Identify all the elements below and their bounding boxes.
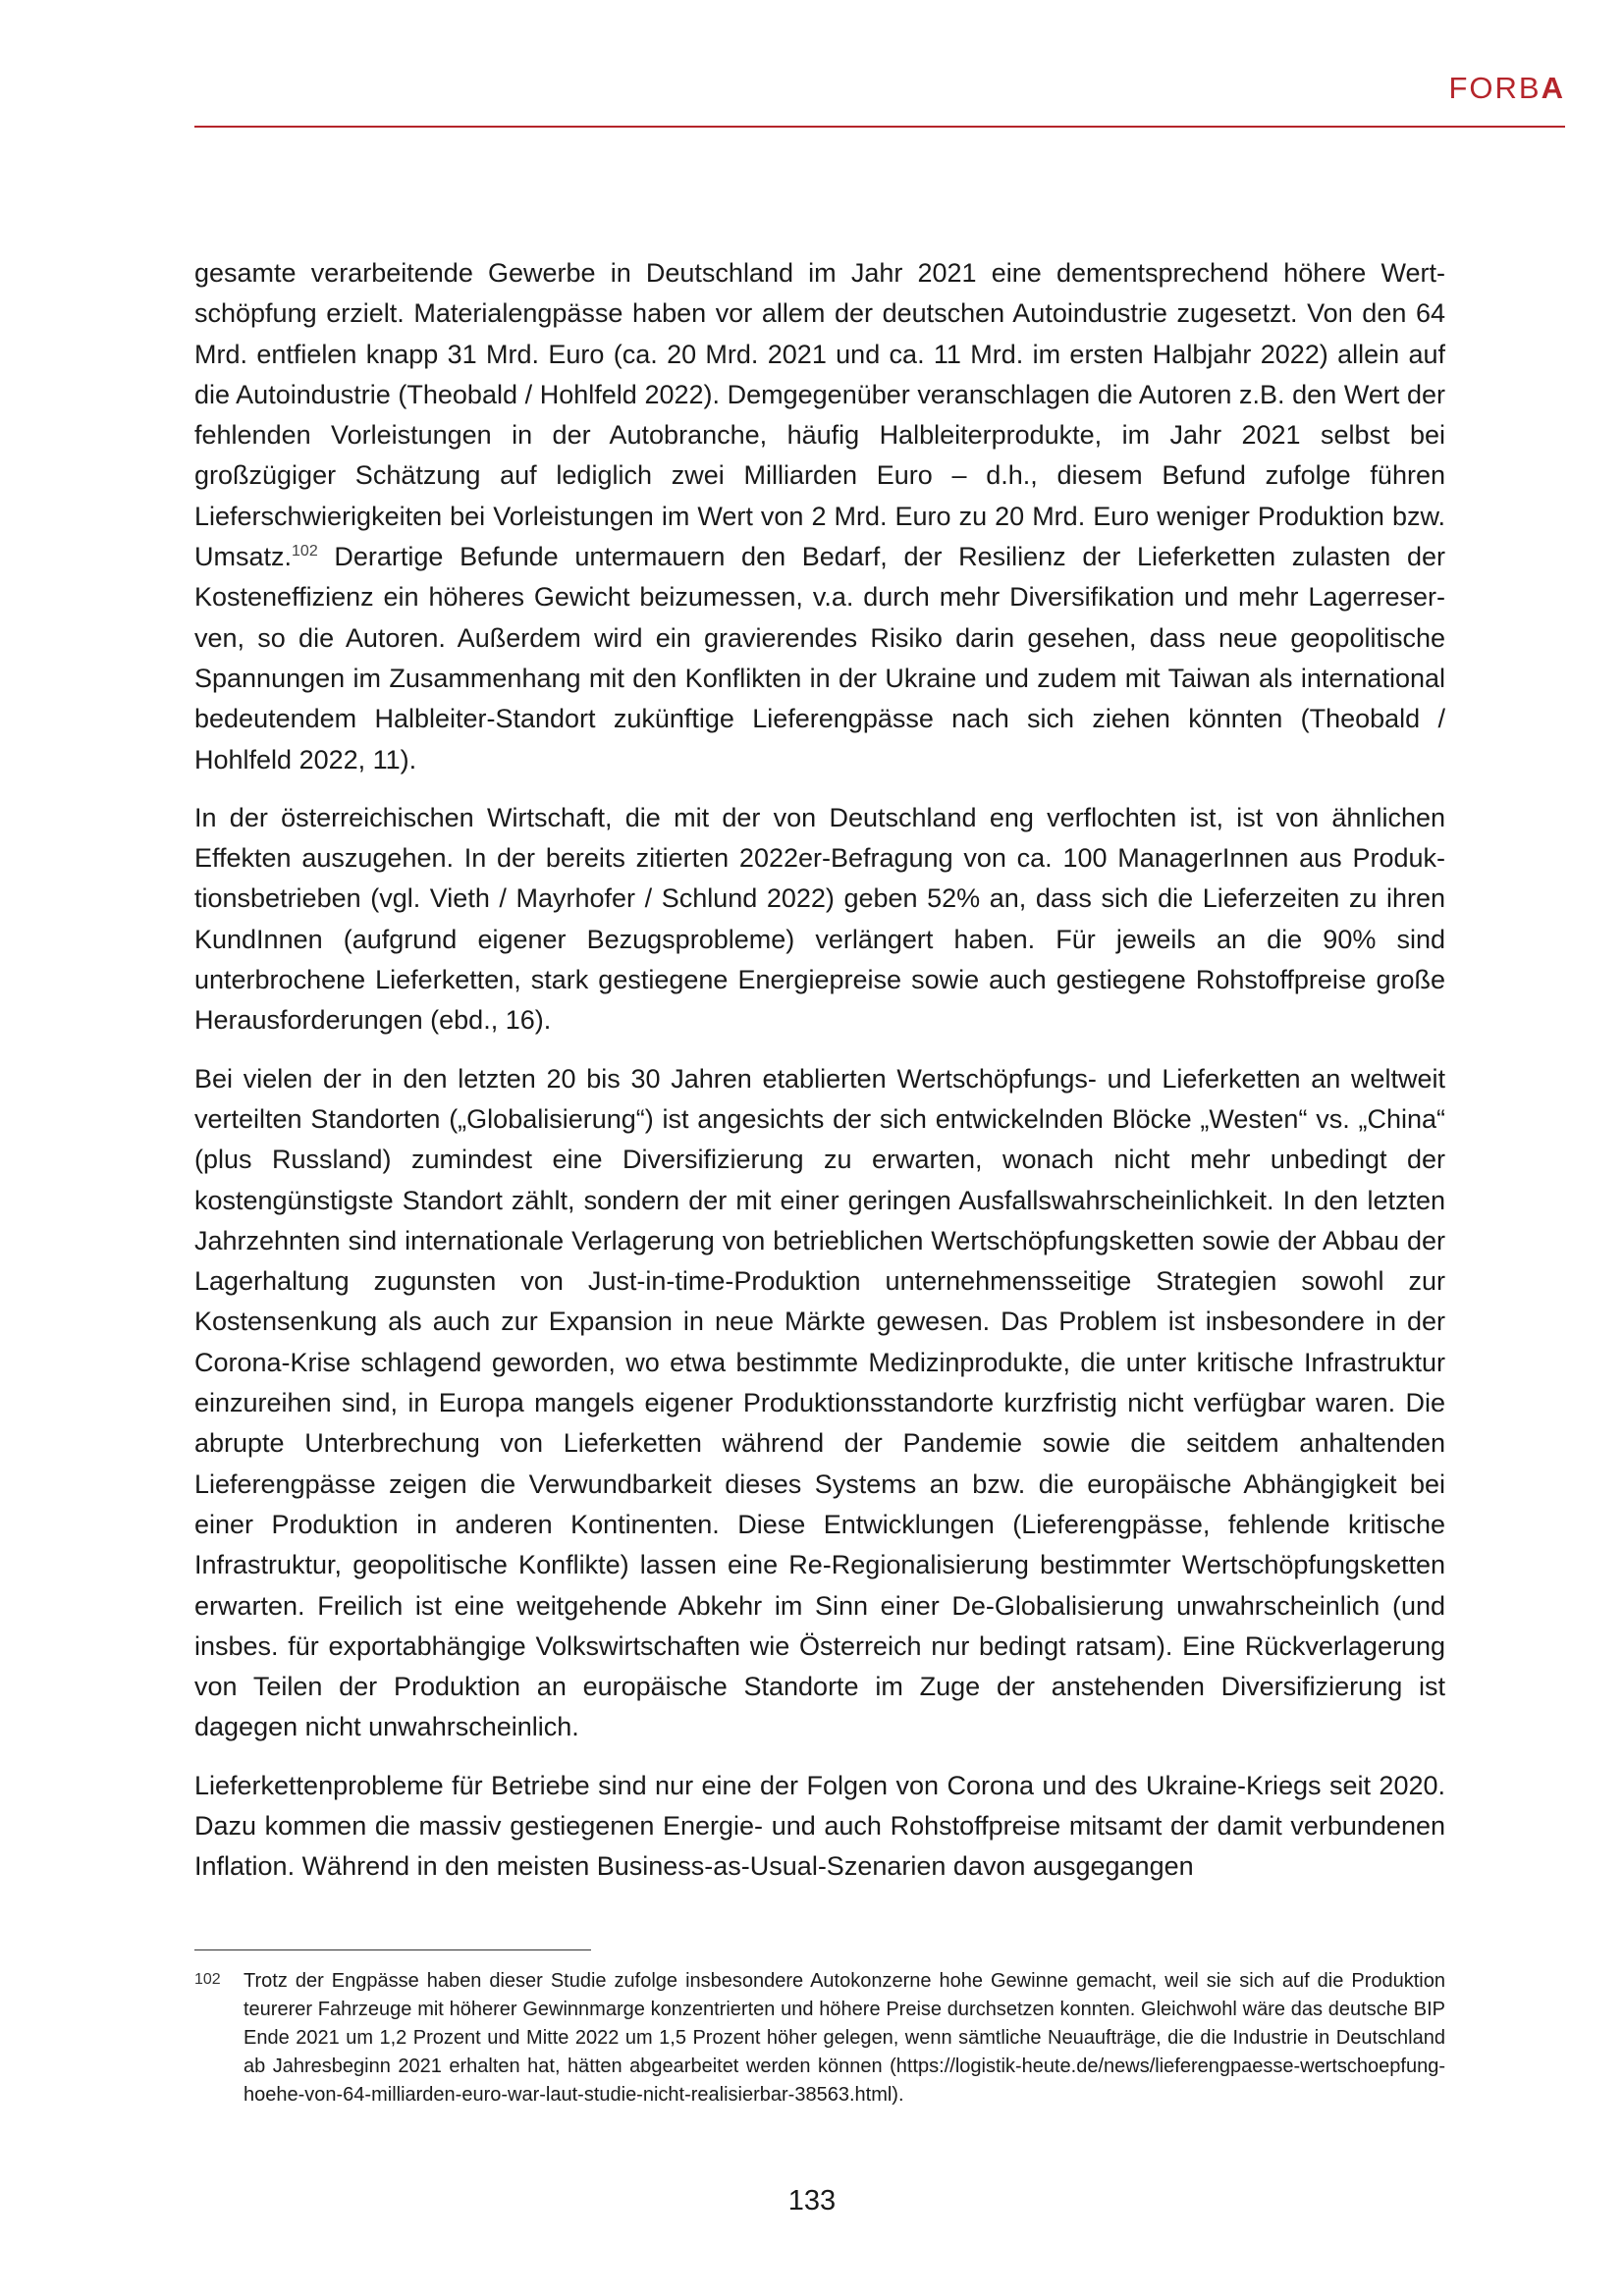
paragraph-3: Bei vielen der in den letzten 20 bis 30 Jahren etablierten Wertschöpfungs- und Lieferketten an weltweit verteilten Standorten („Globalisierung“) ist angesichts der sich entwickelnden Blöcke „Westen“ vs. „China“ (plus Russland) zumindest eine Diversifizierung zu erwarten, wonach nicht mehr unbedingt der kostengünstigste Standort zählt, sondern der mit einer geringen Ausfallswahrscheinlichkeit. In den letzten Jahrzehnten sind internationale Verlagerung von betrieblichen Wertschöpfungsketten sowie der Abbau der Lagerhaltung zugunsten von Just-in-time-Produktion unternehmensseitige Strategien sowohl zur Kostensenkung als auch zur Expansion in neue Märkte gewesen. Das Problem ist insbesondere in der Corona-Krise schlagend geworden, wo etwa bestimmte Medizinprodukte, die unter kritische Infrastruktur einzureihen sind, in Europa mangels eigener Produktionsstandorte kurzfristig nicht verfügbar waren. Die abrupte Unterbrechung von Lieferketten während der Pandemie sowie die seitdem anhaltenden Lieferengpässe zeigen die Verwundbarkeit dieses Systems an bzw. die europäische Abhängigkeit bei einer Produktion in anderen Kontinenten. Diese Entwicklungen (Lieferengpässe, fehlende kritische Infrastruktur, geopolitische Konflikte) lassen eine Re-Regionalisierung bestimmter Wertschöpfungsketten erwarten. Freilich ist eine weitgehende Abkehr im Sinn einer De-Globalisierung unwahrscheinlich (und insbes. für exportabhängige Volkswirtschaften wie Österreich nur bedingt ratsam). Eine Rückverlagerung von Teilen der Produktion an europäische Standorte im Zuge der anstehenden Diversifizierung ist dagegen nicht unwahrscheinlich.: [194, 1063, 1445, 1742]
paragraph-1: [194, 253, 1445, 780]
body-text: [194, 253, 1445, 1905]
logo-accent: A: [1541, 71, 1565, 105]
footnote-reference[interactable]: 102: [292, 543, 318, 561]
footnote: [194, 1967, 1445, 2109]
paragraph-1-after: Derartige Befunde untermauern den Bedarf, der Resilienz der Lieferketten zulasten der Kosteneffizienz ein höheres Gewicht beizumessen, v.a. durch mehr Diversifikation und mehr Lagerreserven, so die Autoren. Außerdem wird ein gravierendes Risiko darin gesehen, dass neue geopolitische Spannungen im Zusammenhang mit den Konflikten in der Ukraine und zudem mit Taiwan als international bedeutendem Halbleiter-Standort zukünftige Lieferengpässe nach sich ziehen könnten (Theobald / Hohlfeld 2022, 11).: [194, 542, 1445, 774]
logo-main: FORB: [1448, 71, 1542, 105]
header-divider: [194, 126, 1565, 128]
page-number: 133: [787, 2185, 837, 2216]
footnote-divider: [194, 1949, 591, 1950]
paragraph-1-before: gesamte verarbeitende Gewerbe in Deutschland im Jahr 2021 eine dementsprechend höhere Wertschöpfung erzielt. Materialengpässe haben vor allem der deutschen Autoindustrie zugesetzt. Von den 64 Mrd. entfielen knapp 31 Mrd. Euro (ca. 20 Mrd. 2021 und ca. 11 Mrd. im ersten Halbjahr 2022) allein auf die Autoindustrie (Theobald / Hohlfeld 2022). Demgegenüber veranschlagen die Autoren z.B. den Wert der fehlenden Vorleistungen in der Autobranche, häufig Halbleiterprodukte, im Jahr 2021 selbst bei großzügiger Schätzung auf lediglich zwei Milliarden Euro – d.h., diesem Befund zufolge führen Lieferschwierigkeiten bei Vorleistungen im Wert von 2 Mrd. Euro zu 20 Mrd. Euro weniger Produktion bzw. Umsatz.: [194, 258, 1445, 572]
paragraph-2: In der österreichischen Wirtschaft, die mit der von Deutschland eng verflochten ist, ist von ähnlichen Effekten auszugehen. In der bereits zitierten 2022er-Befragung von ca. 100 ManagerInnen aus Produktionsbetrieben (vgl. Vieth / Mayrhofer / Schlund 2022) geben 52% an, dass sich die Lieferzeiten zu ihren KundInnen (aufgrund eigener Bezugsprobleme) verlängert haben. Für jeweils an die 90% sind unterbrochene Lieferketten, stark gestiegene Energiepreise sowie auch gestiegene Rohstoffpreise große Herausforderungen (ebd., 16).: [194, 802, 1445, 1036]
footnote-text: Trotz der Engpässe haben dieser Studie zufolge insbesondere Autokonzerne hohe Gewinne gemacht, weil sie sich auf die Produktion teurerer Fahrzeuge mit höherer Gewinnmarge konzentrierten und höhere Preise durchsetzen konnten. Gleichwohl wäre das deutsche BIP Ende 2021 um 1,2 Prozent und Mitte 2022 um 1,5 Prozent höher gelegen, wenn sämtliche Neuaufträge, die die Industrie in Deutschland ab Jahresbeginn 2021 erhalten hat, hätten abgearbeitet werden können (https://logistik-heute.de/news/lieferengpaesse-wertschoepfung-hoehe-von-64-milliarden-euro-war-laut-studie-nicht-realisierbar-38563.html).: [244, 1970, 1445, 2106]
footnote-number: 102: [194, 1971, 221, 1988]
forba-logo: [1448, 71, 1565, 106]
paragraph-4: Lieferkettenprobleme für Betriebe sind nur eine der Folgen von Corona und des Ukraine-Kriegs seit 2020. Dazu kommen die massiv gestiegenen Energie- und auch Rohstoffpreise mitsamt der damit verbundenen Inflation. Während in den meisten Business-as-Usual-Szenarien davon ausgegangen: [194, 1770, 1445, 1882]
